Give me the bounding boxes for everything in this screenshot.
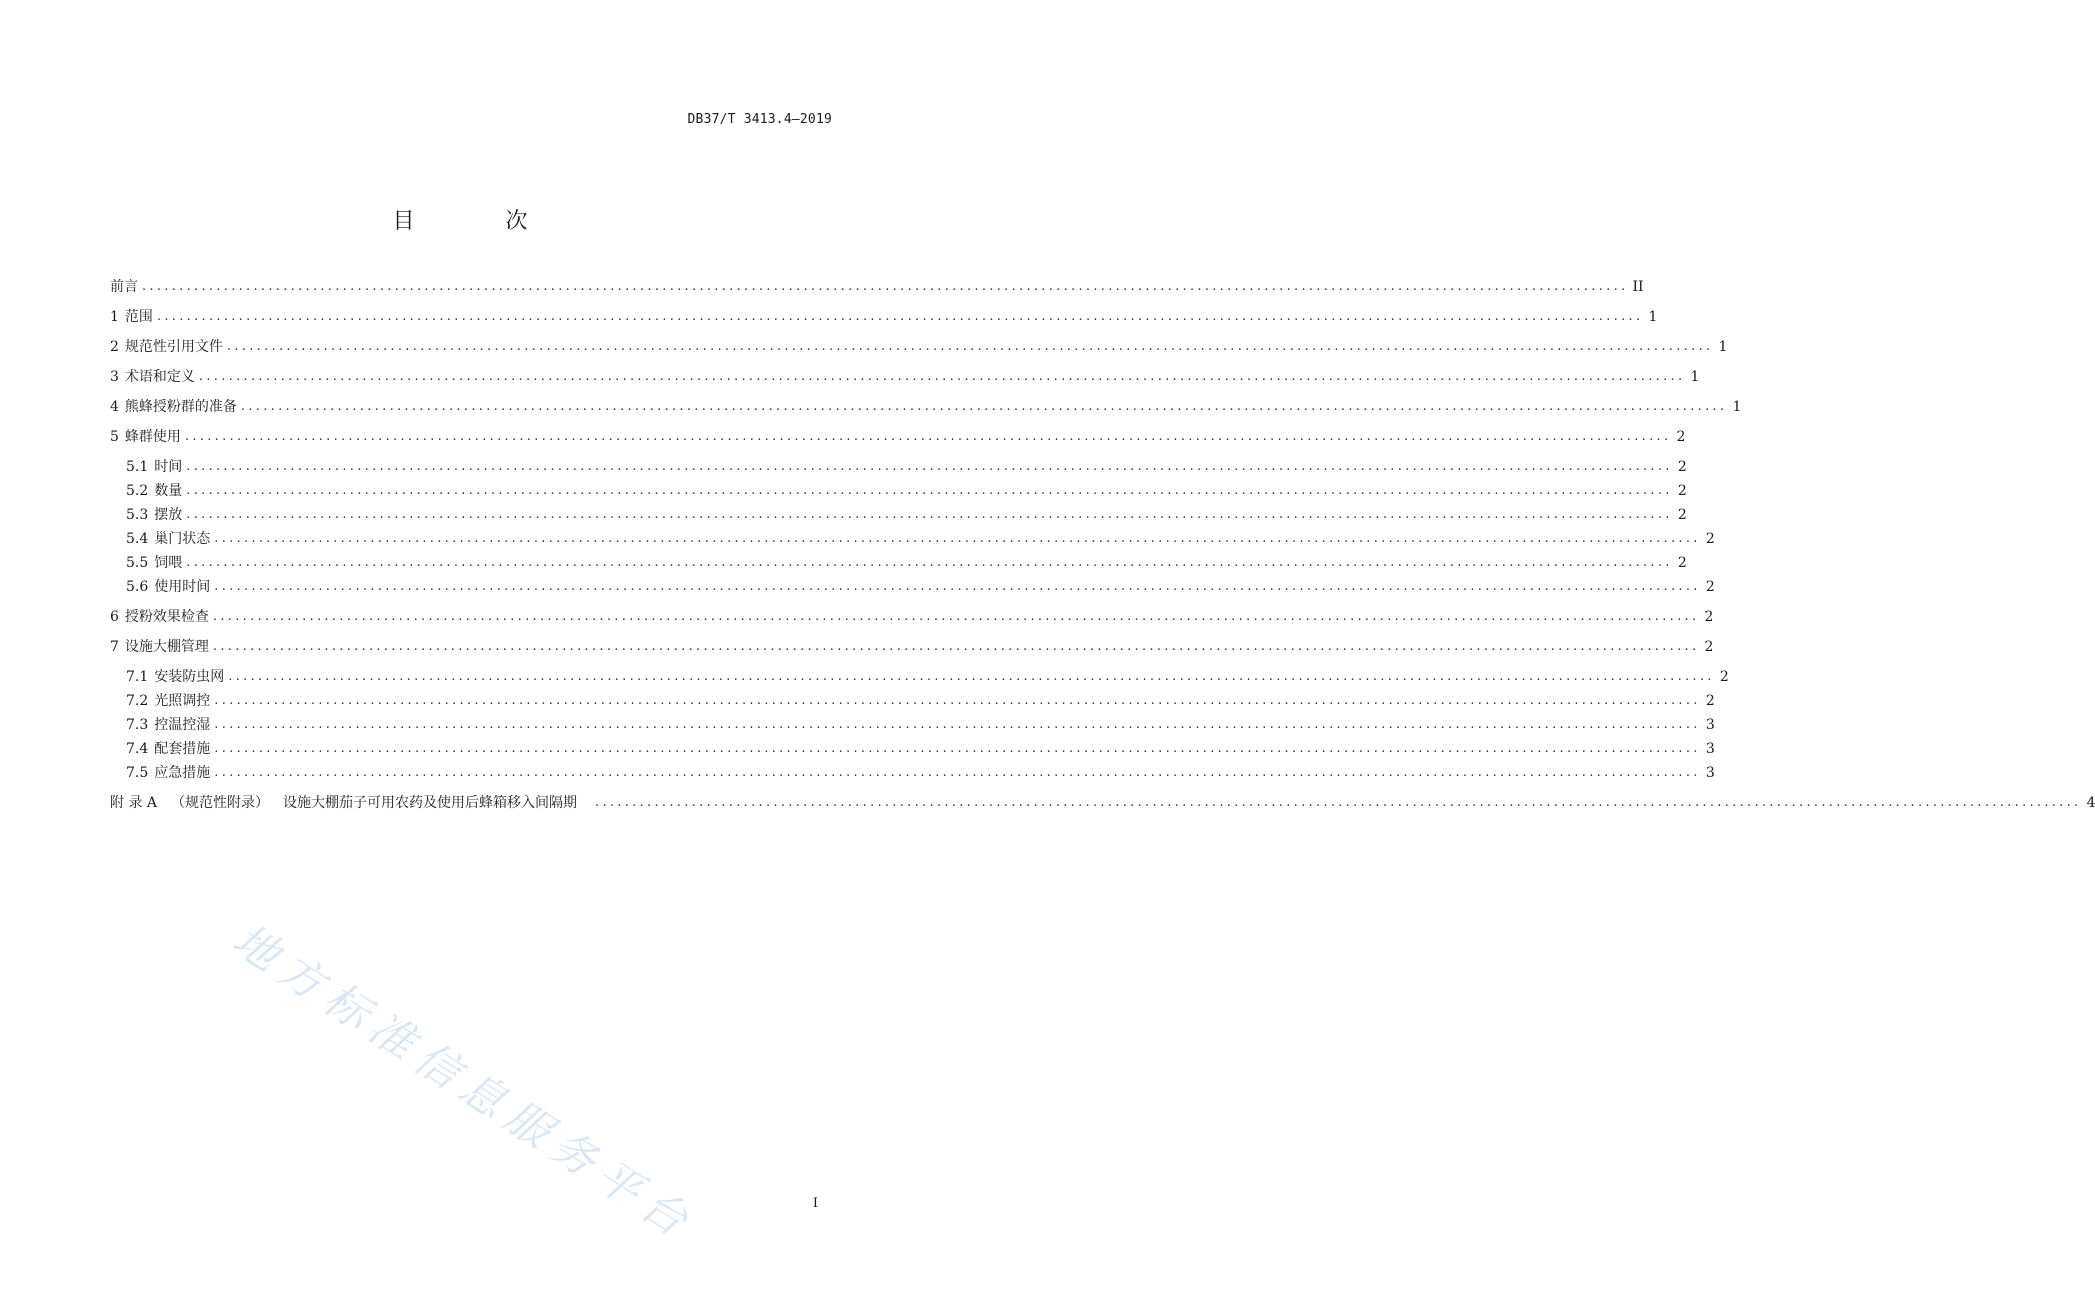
toc-entry-label — [126, 716, 210, 734]
toc-entry-title: 时间 — [154, 459, 183, 475]
toc-entry[interactable] — [110, 554, 1687, 572]
toc-entry-label — [110, 308, 153, 326]
toc-entry-title: 规范性引用文件 — [124, 339, 223, 355]
toc-leader-dots: ........................................................................................................................................................................................................ — [142, 279, 1629, 294]
toc-entry-label — [126, 764, 210, 782]
toc-leader-dots: ........................................................................................................................................................................................................ — [198, 369, 1686, 384]
annex-label: 设施大棚茄子可用农药及使用后蜂箱移入间隔期 — [283, 795, 578, 811]
toc-entry[interactable] — [110, 764, 1715, 782]
toc-entry-label — [126, 692, 210, 710]
toc-entry-number: 5.4 — [126, 531, 149, 547]
toc-entry-page: 2 — [1677, 483, 1687, 499]
toc-entry[interactable] — [110, 368, 1700, 386]
toc-leader-dots: ........................................................................................................................................................................................................ — [186, 555, 1673, 570]
toc-leader-dots: ........................................................................................................................................................................................................ — [228, 669, 1715, 684]
toc-leader-dots: ........................................................................................................................................................................................................ — [212, 639, 1700, 654]
toc-entry-number: 5.3 — [126, 507, 149, 523]
toc-entry-number: 2 — [110, 339, 119, 355]
toc-entry-number: 7.5 — [126, 765, 149, 781]
toc-entry-number: 5.1 — [126, 459, 149, 475]
toc-entry-page: 2 — [1677, 507, 1687, 523]
toc-entry[interactable] — [110, 506, 1687, 524]
toc-leader-dots: ........................................................................................................................................................................................................ — [240, 399, 1728, 414]
annex-type: （规范性附录） — [171, 795, 270, 811]
toc-leader-dots: ........................................................................................................................................................................................................ — [212, 609, 1700, 624]
toc-entry-number: 7.2 — [126, 693, 149, 709]
toc-entry-label — [126, 530, 210, 548]
toc-entry-page: 1 — [1648, 309, 1658, 325]
toc-entry[interactable] — [110, 716, 1715, 734]
toc-entry-page: 2 — [1705, 693, 1715, 709]
toc-entry-page: 2 — [1677, 459, 1687, 475]
toc-entry-page: II — [1632, 279, 1644, 295]
toc-entry-label — [126, 506, 182, 524]
toc-entry-page: 2 — [1677, 555, 1687, 571]
annex-label — [110, 794, 591, 812]
toc-entry-label — [126, 578, 210, 596]
toc-entry-number: 5 — [110, 429, 119, 445]
toc-entry-label — [110, 338, 223, 356]
toc-entry-page: 2 — [1705, 579, 1715, 595]
toc-entry-number: 3 — [110, 369, 119, 385]
toc-leader-dots: ........................................................................................................................................................................................................ — [214, 693, 1701, 708]
toc-leader-dots: ........................................................................................................................................................................................................ — [214, 765, 1701, 780]
toc-entry-page: 2 — [1704, 639, 1714, 655]
toc-entry[interactable] — [110, 482, 1687, 500]
toc-entry[interactable] — [110, 458, 1687, 476]
toc-entry-title: 熊蜂授粉群的准备 — [124, 399, 237, 415]
toc-entry[interactable] — [110, 308, 1658, 326]
toc-entry-number: 7 — [110, 639, 119, 655]
toc-entry-number: 4 — [110, 399, 119, 415]
watermark: 地方标准信息服务平台 — [223, 914, 705, 1252]
toc-leader-dots: ........................................................................................................................................................................................................ — [156, 309, 1644, 324]
toc-entry-title: 摆放 — [154, 507, 183, 523]
toc-entry-label — [110, 398, 237, 416]
toc-leader-dots: ........................................................................................................................................................................................................ — [214, 531, 1701, 546]
toc-entry-title: 饲喂 — [154, 555, 183, 571]
toc-entry[interactable] — [110, 608, 1714, 626]
annex-prefix: 附 录 A — [110, 795, 158, 811]
toc-entry-page: 1 — [1690, 369, 1700, 385]
toc-entry-number: 5.2 — [126, 483, 149, 499]
toc-entry-label — [126, 668, 224, 686]
standard-code: DB37/T 3413.4—2019 — [687, 112, 832, 127]
toc-entry-title: 安装防虫网 — [154, 669, 225, 685]
toc-leader-dots: ........................................................................................................................................................................................................ — [186, 459, 1673, 474]
toc-entry-label — [126, 458, 182, 476]
toc-entry-number: 5.5 — [126, 555, 149, 571]
toc-entry[interactable] — [110, 668, 1729, 686]
toc-entry-title: 范围 — [124, 309, 153, 325]
toc-entry[interactable] — [110, 578, 1715, 596]
toc-entry-page: 1 — [1718, 339, 1728, 355]
toc-entry-label — [126, 740, 210, 758]
toc-entry[interactable] — [110, 530, 1715, 548]
toc-entry-title: 术语和定义 — [124, 369, 195, 385]
toc-leader-dots: ........................................................................................................................................................................................................ — [595, 795, 2082, 810]
toc-entry-number: 6 — [110, 609, 119, 625]
toc-entry-title: 蜂群使用 — [124, 429, 181, 445]
toc-entry-label — [126, 554, 182, 572]
toc-leader-dots: ........................................................................................................................................................................................................ — [214, 741, 1701, 756]
toc-entry-title: 授粉效果检查 — [124, 609, 209, 625]
toc-entry-label — [110, 368, 195, 386]
table-of-contents — [110, 278, 2095, 824]
toc-entry-number: 5.6 — [126, 579, 149, 595]
toc-entry-page: 2 — [1676, 429, 1686, 445]
toc-leader-dots: ........................................................................................................................................................................................................ — [184, 429, 1672, 444]
toc-entry-number: 7.1 — [126, 669, 149, 685]
toc-entry[interactable] — [110, 692, 1715, 710]
toc-entry[interactable] — [110, 278, 1644, 296]
toc-entry-number: 7.3 — [126, 717, 149, 733]
toc-entry-label — [110, 608, 209, 626]
toc-entry-label — [110, 638, 209, 656]
toc-entry[interactable] — [110, 338, 1728, 356]
toc-entry-title: 光照调控 — [154, 693, 211, 709]
toc-entry-label — [110, 278, 138, 296]
toc-leader-dots: ........................................................................................................................................................................................................ — [214, 579, 1701, 594]
toc-entry[interactable] — [110, 428, 1686, 446]
toc-leader-dots: ........................................................................................................................................................................................................ — [226, 339, 1714, 354]
toc-entry[interactable] — [110, 740, 1715, 758]
toc-entry-annex[interactable] — [110, 794, 2095, 812]
toc-entry-page: 3 — [1705, 717, 1715, 733]
toc-entry-label — [126, 482, 182, 500]
toc-entry-page: 2 — [1705, 531, 1715, 547]
toc-entry-title: 设施大棚管理 — [124, 639, 209, 655]
page-number: I — [812, 1196, 818, 1211]
toc-leader-dots: ........................................................................................................................................................................................................ — [214, 717, 1701, 732]
toc-entry-title: 控温控湿 — [154, 717, 211, 733]
toc-entry-page: 4 — [2086, 795, 2095, 811]
toc-leader-dots: ........................................................................................................................................................................................................ — [186, 507, 1673, 522]
toc-entry-page: 3 — [1705, 741, 1715, 757]
toc-entry-label — [110, 428, 181, 446]
toc-leader-dots: ........................................................................................................................................................................................................ — [186, 483, 1673, 498]
toc-entry-title: 数量 — [154, 483, 183, 499]
toc-entry[interactable] — [110, 398, 1742, 416]
toc-entry[interactable] — [110, 638, 1714, 656]
toc-entry-page: 2 — [1719, 669, 1729, 685]
toc-entry-title: 巢门状态 — [154, 531, 211, 547]
toc-entry-number: 1 — [110, 309, 119, 325]
page-title: 目 次 — [392, 209, 570, 234]
toc-entry-page: 3 — [1705, 765, 1715, 781]
toc-entry-page: 1 — [1732, 399, 1742, 415]
toc-entry-title: 配套措施 — [154, 741, 211, 757]
toc-entry-title: 应急措施 — [154, 765, 211, 781]
toc-entry-number: 7.4 — [126, 741, 149, 757]
toc-entry-title: 使用时间 — [154, 579, 211, 595]
toc-entry-title: 前言 — [110, 279, 138, 295]
toc-entry-page: 2 — [1704, 609, 1714, 625]
